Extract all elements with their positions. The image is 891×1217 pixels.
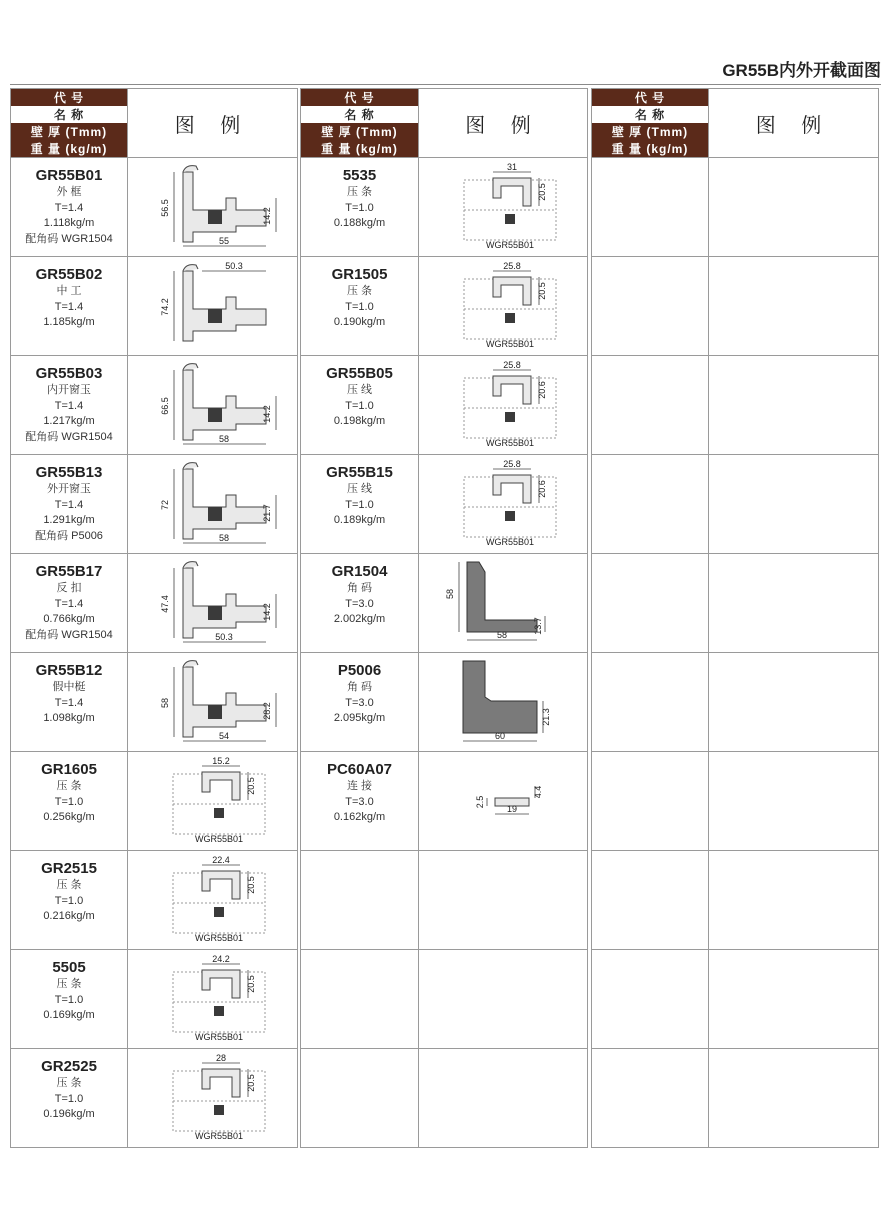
profile-code: GR55B17 — [35, 563, 103, 580]
empty-row — [592, 752, 879, 851]
profile-code: GR1605 — [41, 761, 97, 778]
empty-info — [592, 653, 709, 752]
dim-side: 21.7 — [262, 504, 272, 522]
dim-width: 55 — [218, 236, 230, 246]
profile-lip — [183, 364, 198, 370]
header-legend: 图 例 — [709, 89, 879, 158]
profile-thickness: T=1.4 — [54, 300, 84, 313]
table-row — [11, 950, 298, 1049]
dim-width: 15.2 — [212, 756, 230, 766]
profile-shape — [183, 667, 266, 737]
profile-weight: 0.766kg/m — [43, 613, 95, 625]
empty-drawing — [709, 158, 879, 257]
profile-info — [301, 356, 419, 455]
profile-corner-note: 配角码 WGR1504 — [25, 232, 113, 245]
header-thickness: 壁 厚 (Tmm) — [11, 123, 127, 140]
profile-shape — [183, 469, 266, 539]
bead-profile — [202, 970, 240, 998]
profile-weight: 0.162kg/m — [333, 811, 386, 823]
profile-drawing — [128, 158, 298, 257]
dim-width: 50.3 — [225, 261, 243, 271]
profile-thickness: T=1.0 — [345, 300, 374, 313]
profile-info — [11, 455, 128, 554]
profile-thickness: T=3.0 — [345, 597, 374, 610]
header-weight: 重 量 (kg/m) — [592, 140, 708, 157]
cross-section-svg — [128, 950, 297, 1048]
thermal-strip — [505, 511, 515, 521]
header-thickness: 壁 厚 (Tmm) — [592, 123, 708, 140]
dim-height: 20.5 — [246, 777, 256, 795]
profile-drawing — [419, 257, 588, 356]
dim-height: 20.5 — [537, 282, 547, 300]
profile-lip — [183, 265, 198, 271]
profile-weight: 0.188kg/m — [333, 217, 386, 229]
reference-label: WGR55B01 — [194, 1131, 244, 1141]
cross-section-svg — [419, 257, 588, 355]
profile-code: GR55B05 — [326, 365, 393, 382]
header-legend: 图 例 — [419, 89, 588, 158]
cross-section-svg — [419, 158, 588, 256]
profile-weight: 2.095kg/m — [333, 712, 386, 724]
profile-code: GR55B15 — [326, 464, 393, 481]
empty-row — [592, 653, 879, 752]
empty-info — [301, 1049, 419, 1148]
corner-key-shape — [463, 661, 537, 733]
profile-thickness: T=1.0 — [345, 399, 374, 412]
dim-height: 74.2 — [160, 298, 170, 316]
profile-info — [11, 1049, 128, 1148]
profile-name: 压 条 — [56, 1077, 82, 1089]
profile-name: 压 条 — [56, 879, 82, 891]
profile-name: 压 线 — [346, 483, 373, 495]
dim-height: 20.5 — [246, 975, 256, 993]
header-name: 名 称 — [11, 106, 127, 123]
profile-info — [301, 455, 419, 554]
cross-section-svg — [128, 851, 297, 949]
header-thickness: 壁 厚 (Tmm) — [301, 123, 418, 140]
empty-drawing — [709, 554, 879, 653]
profile-drawing — [128, 653, 298, 752]
thermal-strip — [214, 1006, 224, 1016]
profile-code: GR1505 — [331, 266, 388, 283]
table-row — [11, 653, 298, 752]
profile-info — [301, 653, 419, 752]
profile-thickness: T=3.0 — [345, 696, 374, 709]
empty-row — [592, 554, 879, 653]
table-row — [11, 455, 298, 554]
profile-code: GR55B02 — [35, 266, 103, 283]
profile-thickness: T=1.0 — [54, 795, 84, 808]
profile-info — [301, 158, 419, 257]
dim-side: 28.2 — [262, 702, 272, 720]
profile-drawing — [419, 455, 588, 554]
thermal-strip — [505, 313, 515, 323]
profile-thickness: T=1.0 — [54, 1092, 84, 1105]
profile-weight: 0.256kg/m — [43, 811, 95, 823]
profile-weight: 0.216kg/m — [43, 910, 95, 922]
thermal-strip — [208, 210, 222, 224]
profile-thickness: T=1.4 — [54, 498, 84, 511]
dim-width: 25.8 — [503, 459, 521, 469]
table-row — [11, 752, 298, 851]
table-row — [301, 257, 588, 356]
empty-row — [301, 851, 588, 950]
reference-label: WGR55B01 — [485, 240, 535, 250]
profile-thickness: T=3.0 — [345, 795, 374, 808]
empty-drawing — [419, 950, 588, 1049]
profile-info — [11, 554, 128, 653]
profile-weight: 0.169kg/m — [43, 1009, 95, 1021]
bead-profile — [202, 772, 240, 800]
dim-height: 56.5 — [160, 199, 170, 217]
thermal-strip — [214, 907, 224, 917]
dim-width: 50.3 — [215, 632, 233, 642]
profile-drawing — [128, 950, 298, 1049]
profile-code: 5535 — [342, 167, 377, 184]
thermal-strip — [214, 1105, 224, 1115]
profile-drawing — [128, 851, 298, 950]
empty-drawing — [709, 653, 879, 752]
empty-row — [592, 455, 879, 554]
header-fields — [301, 89, 419, 158]
dim-width: 22.4 — [212, 855, 230, 865]
title-rule — [10, 84, 881, 85]
profile-shape — [183, 568, 266, 638]
dim-height: 66.5 — [160, 397, 170, 415]
empty-drawing — [709, 1049, 879, 1148]
empty-row — [592, 1049, 879, 1148]
cross-section-svg — [128, 455, 297, 553]
empty-drawing — [419, 1049, 588, 1148]
profile-code: GR1504 — [331, 563, 388, 580]
profile-info — [11, 158, 128, 257]
dim-height: 20.6 — [537, 480, 547, 498]
bead-profile — [493, 178, 531, 206]
profile-drawing — [419, 752, 588, 851]
empty-row — [301, 1049, 588, 1148]
profile-drawing — [128, 752, 298, 851]
empty-info — [592, 950, 709, 1049]
profile-code: GR2515 — [41, 860, 97, 877]
profile-weight: 1.185kg/m — [43, 316, 95, 328]
table-row — [301, 356, 588, 455]
profile-code: GR55B13 — [35, 464, 103, 481]
dim-width: 60 — [494, 731, 506, 741]
empty-info — [592, 752, 709, 851]
cross-section-svg — [419, 752, 588, 850]
profile-weight: 0.196kg/m — [43, 1108, 95, 1120]
page-title: GR55B内外开截面图 — [722, 61, 881, 80]
dim-width: 54 — [218, 731, 230, 741]
dim-width: 24.2 — [212, 954, 230, 964]
header-name: 名 称 — [592, 106, 708, 123]
dim-top: 4.4 — [533, 785, 543, 799]
profile-name: 连 接 — [346, 780, 373, 792]
reference-label: WGR55B01 — [485, 339, 535, 349]
thermal-strip — [208, 705, 222, 719]
empty-drawing — [709, 455, 879, 554]
profile-info — [11, 950, 128, 1049]
profile-drawing — [419, 158, 588, 257]
dim-width: 58 — [218, 533, 230, 543]
empty-row — [592, 851, 879, 950]
catalog-block-3 — [591, 88, 879, 1148]
profile-name: 中 工 — [56, 285, 82, 297]
dim-height: 20.5 — [246, 876, 256, 894]
profile-weight: 1.217kg/m — [43, 415, 95, 427]
profile-thickness: T=1.4 — [54, 696, 84, 709]
profile-name: 反 扣 — [56, 582, 82, 594]
profile-drawing — [128, 356, 298, 455]
profile-thickness: T=1.0 — [54, 993, 84, 1006]
empty-drawing — [709, 950, 879, 1049]
profile-lip — [183, 166, 198, 172]
profile-name: 压 条 — [56, 978, 82, 990]
profile-name: 压 条 — [346, 186, 373, 198]
table-row — [301, 653, 588, 752]
empty-drawing — [709, 356, 879, 455]
empty-info — [592, 356, 709, 455]
cross-section-svg — [419, 653, 588, 751]
dim-width: 25.8 — [503, 360, 521, 370]
cross-section-svg — [128, 356, 297, 454]
profile-thickness: T=1.0 — [345, 201, 374, 214]
profile-name: 压 条 — [346, 285, 373, 297]
cross-section-svg — [128, 554, 297, 652]
dim-side: 2.5 — [475, 795, 485, 809]
table-row — [301, 752, 588, 851]
profile-name: 角 码 — [346, 681, 373, 693]
profile-name: 压 条 — [56, 780, 82, 792]
header-code: 代 号 — [301, 89, 418, 106]
profile-weight: 0.190kg/m — [333, 316, 386, 328]
dim-width: 31 — [506, 162, 518, 172]
profile-weight: 0.198kg/m — [333, 415, 386, 427]
profile-info — [301, 752, 419, 851]
profile-drawing — [128, 554, 298, 653]
empty-drawing — [709, 752, 879, 851]
cross-section-svg — [419, 455, 588, 553]
profile-drawing — [128, 455, 298, 554]
thermal-strip — [208, 507, 222, 521]
table-row — [11, 554, 298, 653]
empty-info — [592, 851, 709, 950]
thermal-strip — [208, 606, 222, 620]
profile-code: GR55B01 — [35, 167, 103, 184]
profile-corner-note: 配角码 WGR1504 — [25, 628, 113, 641]
profile-weight: 1.118kg/m — [43, 217, 95, 229]
profile-weight: 1.291kg/m — [43, 514, 95, 526]
profile-name: 内开窗玉 — [47, 384, 91, 396]
table-row — [11, 158, 298, 257]
profile-name: 压 线 — [346, 384, 373, 396]
empty-drawing — [709, 257, 879, 356]
cross-section-svg — [128, 653, 297, 751]
bead-profile — [493, 277, 531, 305]
dim-height: 72 — [160, 499, 170, 511]
thermal-strip — [208, 309, 222, 323]
profile-corner-note: 配角码 WGR1504 — [25, 430, 113, 443]
table-row — [11, 851, 298, 950]
profile-shape — [183, 271, 266, 341]
profile-info — [11, 851, 128, 950]
dim-width: 19 — [506, 804, 518, 814]
dim-width: 28 — [215, 1053, 227, 1063]
corner-key-shape — [467, 562, 537, 632]
thermal-strip — [505, 214, 515, 224]
empty-info — [301, 851, 419, 950]
header-legend: 图 例 — [128, 89, 298, 158]
header-weight: 重 量 (kg/m) — [301, 140, 418, 157]
empty-row — [592, 356, 879, 455]
empty-row — [592, 158, 879, 257]
profile-name: 假中梃 — [52, 681, 86, 693]
thermal-strip — [208, 408, 222, 422]
profile-code: GR55B12 — [35, 662, 103, 679]
thermal-strip — [505, 412, 515, 422]
profile-corner-note: 配角码 P5006 — [35, 529, 103, 542]
profile-drawing — [419, 554, 588, 653]
profile-info — [11, 356, 128, 455]
empty-info — [301, 950, 419, 1049]
header-code: 代 号 — [11, 89, 127, 106]
profile-drawing — [128, 1049, 298, 1148]
reference-label: WGR55B01 — [194, 933, 244, 943]
header-fields — [11, 89, 128, 158]
profile-info — [11, 257, 128, 356]
dim-width: 58 — [496, 630, 508, 640]
cross-section-svg — [419, 356, 588, 454]
bead-profile — [493, 376, 531, 404]
reference-label: WGR55B01 — [194, 834, 244, 844]
table-row — [301, 158, 588, 257]
profile-name: 外开窗玉 — [47, 483, 91, 495]
empty-info — [592, 257, 709, 356]
dim-width: 25.8 — [503, 261, 521, 271]
dim-height: 58 — [445, 588, 455, 600]
cross-section-svg — [128, 257, 297, 355]
catalog-block-2 — [300, 88, 588, 1148]
profile-weight: 0.189kg/m — [333, 514, 386, 526]
profile-shape — [183, 370, 266, 440]
table-row — [301, 455, 588, 554]
empty-info — [592, 1049, 709, 1148]
profile-thickness: T=1.4 — [54, 399, 84, 412]
dim-height: 47.4 — [160, 595, 170, 613]
profile-thickness: T=1.0 — [54, 894, 84, 907]
cross-section-svg — [419, 554, 588, 652]
profile-shape — [183, 172, 266, 242]
dim-height: 20.5 — [537, 183, 547, 201]
dim-height: 20.5 — [246, 1074, 256, 1092]
reference-label: WGR55B01 — [485, 438, 535, 448]
profile-thickness: T=1.4 — [54, 201, 84, 214]
profile-thickness: T=1.4 — [54, 597, 84, 610]
profile-code: 5505 — [52, 959, 86, 976]
profile-info — [11, 752, 128, 851]
profile-thickness: T=1.0 — [345, 498, 374, 511]
dim-height: 21.3 — [541, 708, 551, 726]
profile-lip — [183, 562, 198, 568]
empty-row — [301, 950, 588, 1049]
empty-info — [592, 455, 709, 554]
profile-name: 角 码 — [346, 582, 373, 594]
cross-section-svg — [128, 158, 297, 256]
bead-profile — [202, 871, 240, 899]
dim-height: 20.6 — [537, 381, 547, 399]
header-fields — [592, 89, 709, 158]
empty-drawing — [709, 851, 879, 950]
profile-code: GR55B03 — [35, 365, 103, 382]
profile-info — [301, 554, 419, 653]
profile-info — [301, 257, 419, 356]
thermal-strip — [214, 808, 224, 818]
profile-name: 外 框 — [56, 186, 82, 198]
cross-section-svg — [128, 1049, 297, 1147]
profile-lip — [183, 661, 198, 667]
reference-label: WGR55B01 — [485, 537, 535, 547]
empty-row — [592, 950, 879, 1049]
header-weight: 重 量 (kg/m) — [11, 140, 127, 157]
profile-weight: 1.098kg/m — [43, 712, 95, 724]
dim-side: 14.2 — [262, 405, 272, 423]
bead-profile — [493, 475, 531, 503]
profile-drawing — [128, 257, 298, 356]
dim-side: 14.2 — [262, 207, 272, 225]
table-row — [11, 257, 298, 356]
cross-section-svg — [128, 752, 297, 850]
table-row — [11, 356, 298, 455]
profile-weight: 2.002kg/m — [333, 613, 386, 625]
table-row — [301, 554, 588, 653]
header-name: 名 称 — [301, 106, 418, 123]
dim-height: 58 — [160, 697, 170, 709]
table-row — [11, 1049, 298, 1148]
reference-label: WGR55B01 — [194, 1032, 244, 1042]
profile-lip — [183, 463, 198, 469]
profile-code: P5006 — [337, 662, 382, 679]
dim-side: 13.7 — [533, 617, 543, 635]
empty-info — [592, 158, 709, 257]
empty-info — [592, 554, 709, 653]
profile-info — [11, 653, 128, 752]
profile-drawing — [419, 356, 588, 455]
dim-width: 58 — [218, 434, 230, 444]
profile-code: GR2525 — [41, 1058, 97, 1075]
bead-profile — [202, 1069, 240, 1097]
dim-side: 14.2 — [262, 603, 272, 621]
empty-row — [592, 257, 879, 356]
catalog-block-1 — [10, 88, 298, 1148]
profile-drawing — [419, 653, 588, 752]
empty-drawing — [419, 851, 588, 950]
header-code: 代 号 — [592, 89, 708, 106]
profile-code: PC60A07 — [326, 761, 393, 778]
